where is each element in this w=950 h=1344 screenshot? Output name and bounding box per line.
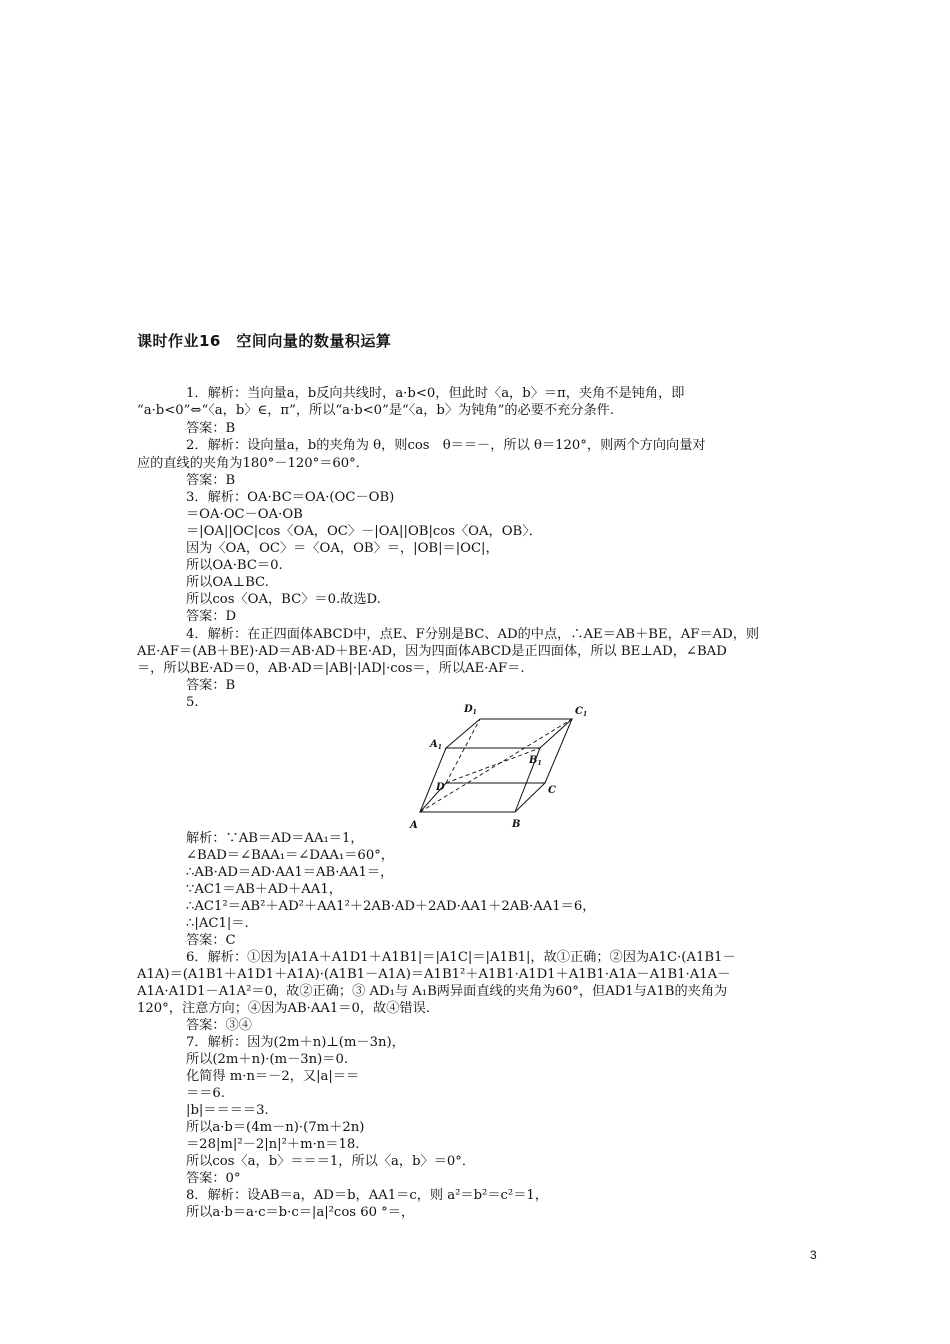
text-line: A1A·A1D1－A1A²＝0，故②正确；③ AD₁与 A₁B两异面直线的夹角为60°，但AD1与A1B的夹角为 xyxy=(137,984,728,999)
text-line: AE·AF＝(AB＋BE)·AD＝AB·AD＋BE·AD，因为四面体ABCD是正四面体，所以 BE⊥AD，∠BAD xyxy=(137,644,727,659)
text-line: 4．解析：在正四面体ABCD中，点E、F分别是BC、AD的中点，∴AE＝AB＋BE，AF＝AD，则 xyxy=(186,627,760,642)
text-line: ＝OA·OC－OA·OB xyxy=(186,507,303,522)
hidden-edge xyxy=(446,719,480,783)
label-b: B xyxy=(512,819,521,830)
label-a1: $A_1$ xyxy=(430,739,442,751)
text-line: 2．解析：设向量a，b的夹角为 θ，则cos θ＝＝－，所以 θ＝120°，则两个方向向量对 xyxy=(186,438,706,453)
text-line: 8．解析：设AB＝a，AD＝b，AA1＝c，则 a²＝b²＝c²＝1， xyxy=(186,1188,548,1203)
text-line: 所以OA⊥BC. xyxy=(186,575,269,590)
label-a: A xyxy=(410,820,418,831)
text-line: 因为〈OA，OC〉＝〈OA，OB〉＝，|OB|＝|OC|， xyxy=(186,541,499,556)
label-d: D xyxy=(436,782,445,793)
text-line: 答案：D xyxy=(186,609,237,624)
hidden-line-db1 xyxy=(446,748,540,783)
text-line: ∴AB·AD＝AD·AA1＝AB·AA1＝， xyxy=(186,865,394,880)
text-line: ∵AC1＝AB＋AD＋AA1， xyxy=(186,882,342,897)
label-c: C xyxy=(548,785,556,796)
text-line: 所以cos〈a，b〉＝＝＝1，所以〈a，b〉＝0°． xyxy=(186,1154,476,1169)
diagonal-ac1 xyxy=(420,719,572,812)
text-line: 所以(2m＋n)·(m－3n)＝0. xyxy=(186,1052,349,1067)
text-line: 应的直线的夹角为180°－120°＝60°． xyxy=(137,456,369,471)
text-line: ＝28|m|²－2|n|²＋m·n＝18. xyxy=(186,1137,360,1152)
text-line: 答案：B xyxy=(186,473,236,488)
text-line: 7．解析：因为(2m＋n)⊥(m－3n)， xyxy=(186,1035,405,1050)
text-line: 5. xyxy=(186,695,199,710)
text-line: ∴AC1²＝AB²＋AD²＋AA1²＋2AB·AD＋2AD·AA1＋2AB·AA1＝6， xyxy=(186,899,596,914)
text-line: 答案：③④ xyxy=(186,1018,252,1033)
text-line: 3．解析：OA·BC＝OA·(OC－OB) xyxy=(186,490,395,505)
label-d1: $D_1$ xyxy=(464,704,477,716)
text-line: 所以OA·BC＝0. xyxy=(186,558,283,573)
text-line: 答案：B xyxy=(186,421,236,436)
text-line: ∠BAD＝∠BAA₁＝∠DAA₁＝60°， xyxy=(186,848,394,863)
text-line: 化简得 m·n＝－2，又|a|＝＝ xyxy=(186,1069,360,1084)
text-line: ＝|OA||OC|cos〈OA，OC〉－|OA||OB|cos〈OA，OB〉． xyxy=(186,524,542,539)
text-line: 6．解析：①因为|A1A＋A1D1＋A1B1|＝|A1C|＝|A1B1|，故①正确；②因为A1C·(A1B1－ xyxy=(186,950,736,965)
text-line: A1A)＝(A1B1＋A1D1＋A1A)·(A1B1－A1A)＝A1B1²＋A1B1·A1D1＋A1B1·A1A－A1B1·A1A－ xyxy=(137,967,731,982)
text-line: 120°，注意方向；④因为AB·AA1＝0，故④错误. xyxy=(137,1001,431,1016)
text-line: ∴|AC1|＝. xyxy=(186,916,249,931)
page-title: 课时作业16 空间向量的数量积运算 xyxy=(137,332,392,350)
text-line: |b|＝＝＝＝3. xyxy=(186,1103,269,1118)
text-line: 所以a·b＝(4m－n)·(7m＋2n) xyxy=(186,1120,365,1135)
text-line: 所以cos〈OA，BC〉＝0.故选D. xyxy=(186,592,381,607)
text-line: “a·b<0”⇔“〈a，b〉∈，π”，所以“a·b<0”是“〈a，b〉为钝角”的必要不充分条件. xyxy=(137,403,615,418)
text-line: 所以a·b＝a·c＝b·c＝|a|²cos 60 °＝， xyxy=(186,1205,415,1220)
parallelepiped-figure xyxy=(400,700,590,832)
text-line: 答案：C xyxy=(186,933,236,948)
text-line: 答案：B xyxy=(186,678,236,693)
text-line: ＝，所以BE·AD＝0，AB·AD＝|AB|·|AD|·cos＝，所以AE·AF＝. xyxy=(137,661,525,676)
label-b1: $B_1$ xyxy=(529,755,542,767)
text-line: 答案：0° xyxy=(186,1171,241,1186)
label-c1: $C_1$ xyxy=(575,706,588,718)
top-face xyxy=(446,719,572,748)
text-line: 解析：∵AB＝AD＝AA₁＝1， xyxy=(186,831,364,846)
page-number: 3 xyxy=(810,1248,817,1262)
text-line: ＝＝6. xyxy=(186,1086,225,1101)
text-line: 1．解析：当向量a，b反向共线时，a·b<0，但此时〈a，b〉＝π，夹角不是钝角，即 xyxy=(186,386,685,401)
